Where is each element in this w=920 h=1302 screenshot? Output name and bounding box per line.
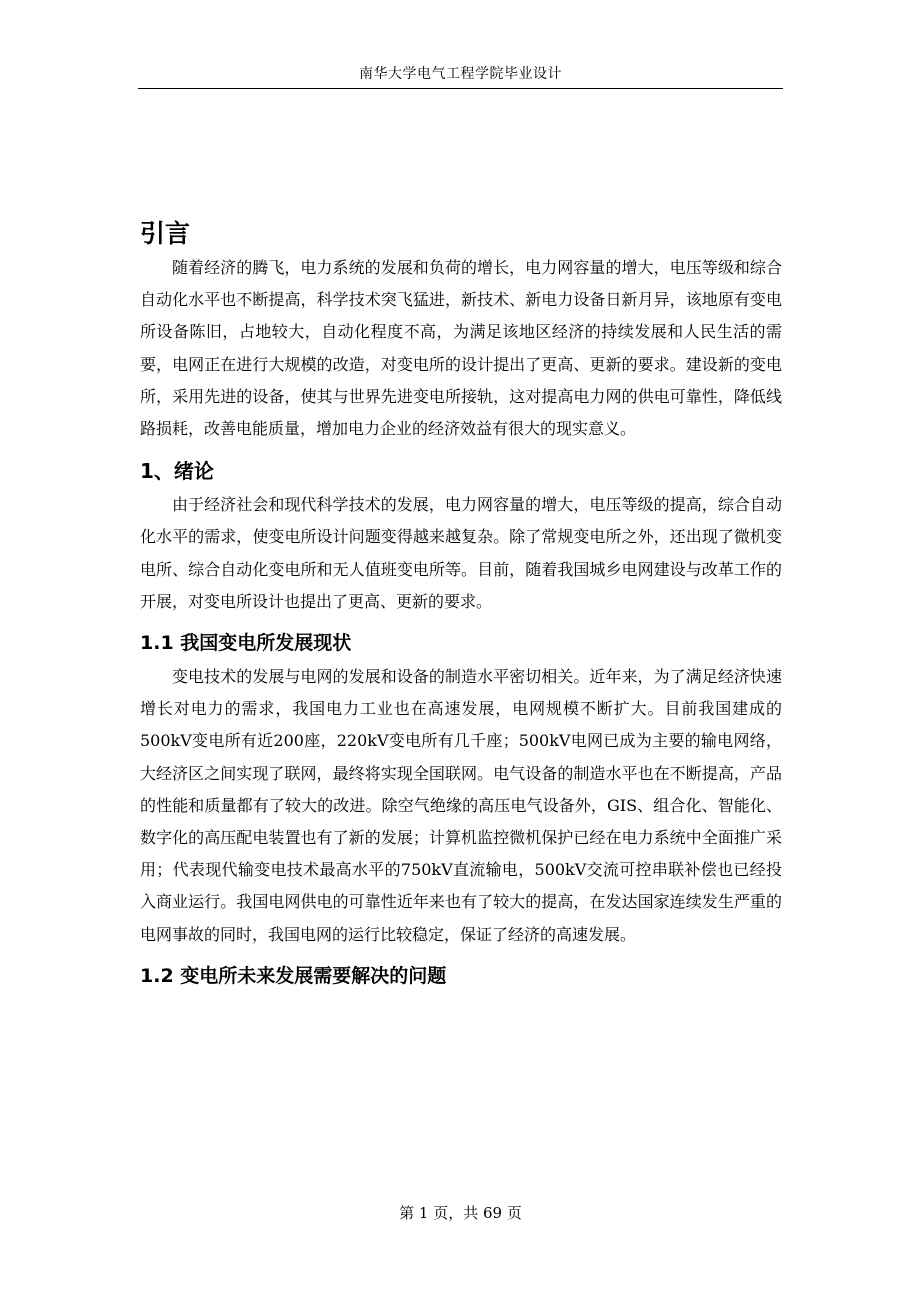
page-footer: 第 1 页，共 69 页 (399, 1204, 522, 1222)
intro-heading: 引言 (140, 219, 191, 248)
header-divider (138, 88, 783, 89)
page-header: 南华大学电气工程学院毕业设计 (359, 66, 562, 82)
section-1-heading: 1、绪论 (140, 459, 214, 484)
section-1-1-paragraph: 变电技术的发展与电网的发展和设备的制造水平密切相关。近年来，为了满足经济快速增长对电力的需求，我国电力工业也在高速发展，电网规模不断扩大。目前我国建成的500kV变电所有近200座，220kV变电所有几千座；500kV电网已成为主要的输电网络，大经济区之间实现了联网，最终将实现全国联网。电气设备的制造水平也在不断提高，产品的性能和质量都有了较大的改进。除空气绝缘的高压电气设备外，GIS、组合化、智能化、数字化的高压配电装置也有了新的发展；计算机监控微机保护已经在电力系统中全面推广采用；代表现代输变电技术最高水平的750kV直流输电，500kV交流可控串联补偿也已经投入商业运行。我国电网供电的可靠性近年来也有了较大的提高，在发达国家连续发生严重的电网事故的同时，我国电网的运行比较稳定，保证了经济的高速发展。 (140, 667, 782, 944)
intro-paragraph: 随着经济的腾飞，电力系统的发展和负荷的增长，电力网容量的增大，电压等级和综合自动化水平也不断提高，科学技术突飞猛进，新技术、新电力设备日新月异，该地原有变电所设备陈旧，占地较大，自动化程度不高，为满足该地区经济的持续发展和人民生活的需要，电网正在进行大规模的改造，对变电所的设计提出了更高、更新的要求。建设新的变电所，采用先进的设备，使其与世界先进变电所接轨，这对提高电力网的供电可靠性，降低线路损耗，改善电能质量，增加电力企业的经济效益有很大的现实意义。 (140, 258, 782, 439)
section-1-2-heading: 1.2 变电所未来发展需要解决的问题 (140, 964, 447, 987)
section-1-1-heading: 1.1 我国变电所发展现状 (140, 632, 352, 655)
section-1-paragraph: 由于经济社会和现代科学技术的发展，电力网容量的增大，电压等级的提高，综合自动化水平的需求，使变电所设计问题变得越来越复杂。除了常规变电所之外，还出现了微机变电所、综合自动化变电所和无人值班变电所等。目前，随着我国城乡电网建设与改革工作的开展，对变电所设计也提出了更高、更新的要求。 (140, 495, 782, 611)
document-body (140, 216, 782, 994)
